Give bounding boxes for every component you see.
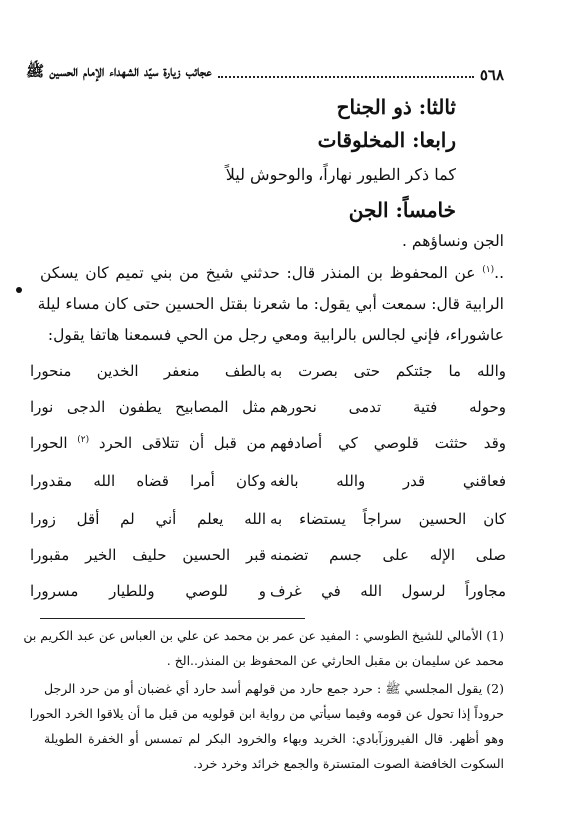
poem-hemistich-second: مثل المصابيح يطفون الدجى نورا — [30, 398, 266, 416]
poem-verse-6 — [30, 546, 506, 580]
poem-hemistich-first: وحوله فتية تدمى نحورهم — [270, 398, 506, 416]
poem-hemistich-first: وقد حثثت قلوصي كي أصادفهم — [270, 434, 506, 452]
page-number: ٥٦٨ — [479, 66, 504, 84]
poem-hemistich-second — [30, 434, 266, 452]
heading-fifth: خامساً: الجن — [348, 198, 456, 222]
poem-hemistich-first: مجاوراً لرسول الله في غرف — [270, 582, 506, 600]
body-line-2-text: عن المحفوظ بن المنذر قال: حدثني شيخ من بني تميم كان يسكن — [40, 264, 483, 282]
body-line-1: الجن ونساؤهم . — [402, 232, 504, 250]
heading-fourth: رابعا: المخلوقات — [317, 128, 456, 152]
poem-verse-7 — [30, 582, 506, 616]
poem-hemistich-second: و للوصي وللطيار مسرورا — [30, 582, 266, 600]
poem-hemistich-text: من قبل أن تتلاقى الحرد — [89, 434, 266, 452]
footnote-2-line-1: (2) يقول المجلسي ﷺ : حرد جمع حارد من قولهم أسد حارد أي غضبان أو من حرد الرجل — [44, 681, 504, 696]
footnote-ref-1[interactable]: (١) — [482, 264, 495, 275]
footnote-2-line-2: حروداً إذا تحول عن قومه وفيما سيأتي من رواية ابن قولويه من قبل ما أن يلاقوا الخرد الحورا — [29, 706, 504, 721]
footnote-2-line-4: السكوت الخافضة الصوت المتسترة والجمع خرائد وخرد خرد. — [193, 756, 504, 771]
body-line-4: عاشوراء، فإني لجالس بالرابية ومعي رجل من الحي فسمعنا هاتفا يقول: — [47, 326, 504, 344]
poem-hemistich-first: صلى الإله على جسم تضمنه — [270, 546, 506, 564]
poem-hemistich-second: قبر الحسين حليف الخير مقبورا — [30, 546, 266, 564]
intro-line: كما ذكر الطيور نهاراً، والوحوش ليلاً — [225, 165, 456, 184]
poem-hemistich-text-end: الحورا — [30, 434, 78, 452]
body-line-2-prefix: .. — [494, 264, 504, 282]
poem-verse-3 — [30, 434, 506, 468]
poem — [30, 354, 506, 600]
poem-verse-4 — [30, 472, 506, 506]
poem-hemistich-second: وكان أمرا قضاه الله مقدورا — [30, 472, 266, 490]
poem-hemistich-first: فعاقني قدر والله بالغه — [270, 472, 506, 490]
footnote-1-line-1: (1) الأمالي للشيخ الطوسي : المفيد عن عمر بن محمد عن علي بن العباس عن عبد الكريم بن — [23, 628, 504, 643]
poem-hemistich-second: الله يعلم أني لم أقل زورا — [30, 510, 266, 528]
body-line-3: الرابية قال: سمعت أبي يقول: ما شعرنا بقتل الحسين حتى كان مساء ليلة — [37, 295, 504, 313]
header-dotted-leader — [218, 76, 474, 78]
heading-third: ثالثا: ذو الجناح — [336, 95, 456, 119]
poem-verse-5 — [30, 510, 506, 544]
poem-hemistich-first: والله ما جئتكم حتى بصرت به — [270, 362, 506, 380]
poem-hemistich-first: كان الحسين سراجاً يستضاء به — [270, 510, 506, 528]
footnote-2-line-3: وهو أظهر. قال الفيروزآبادي: الخريد وبهاء والخرود البكر لم تمسس أو الخفرة الطويلة — [44, 731, 504, 746]
footnote-separator — [40, 618, 305, 619]
running-title: عجائب زيارة سيّد الشهداء الإمام الحسين ﷺ — [26, 62, 212, 80]
body-line-2 — [40, 264, 504, 282]
page-header — [26, 58, 504, 84]
margin-dot — [16, 287, 22, 293]
footnote-1-line-2: محمد عن سليمان بن مقبل الحارثي عن المحفوظ بن المنذر..الخ . — [166, 653, 504, 668]
poem-verse-2 — [30, 398, 506, 432]
footnote-ref-2[interactable]: (٢) — [77, 435, 90, 445]
poem-verse-1 — [30, 362, 506, 396]
poem-hemistich-second: بالطف منعفر الخدين منحورا — [30, 362, 266, 380]
